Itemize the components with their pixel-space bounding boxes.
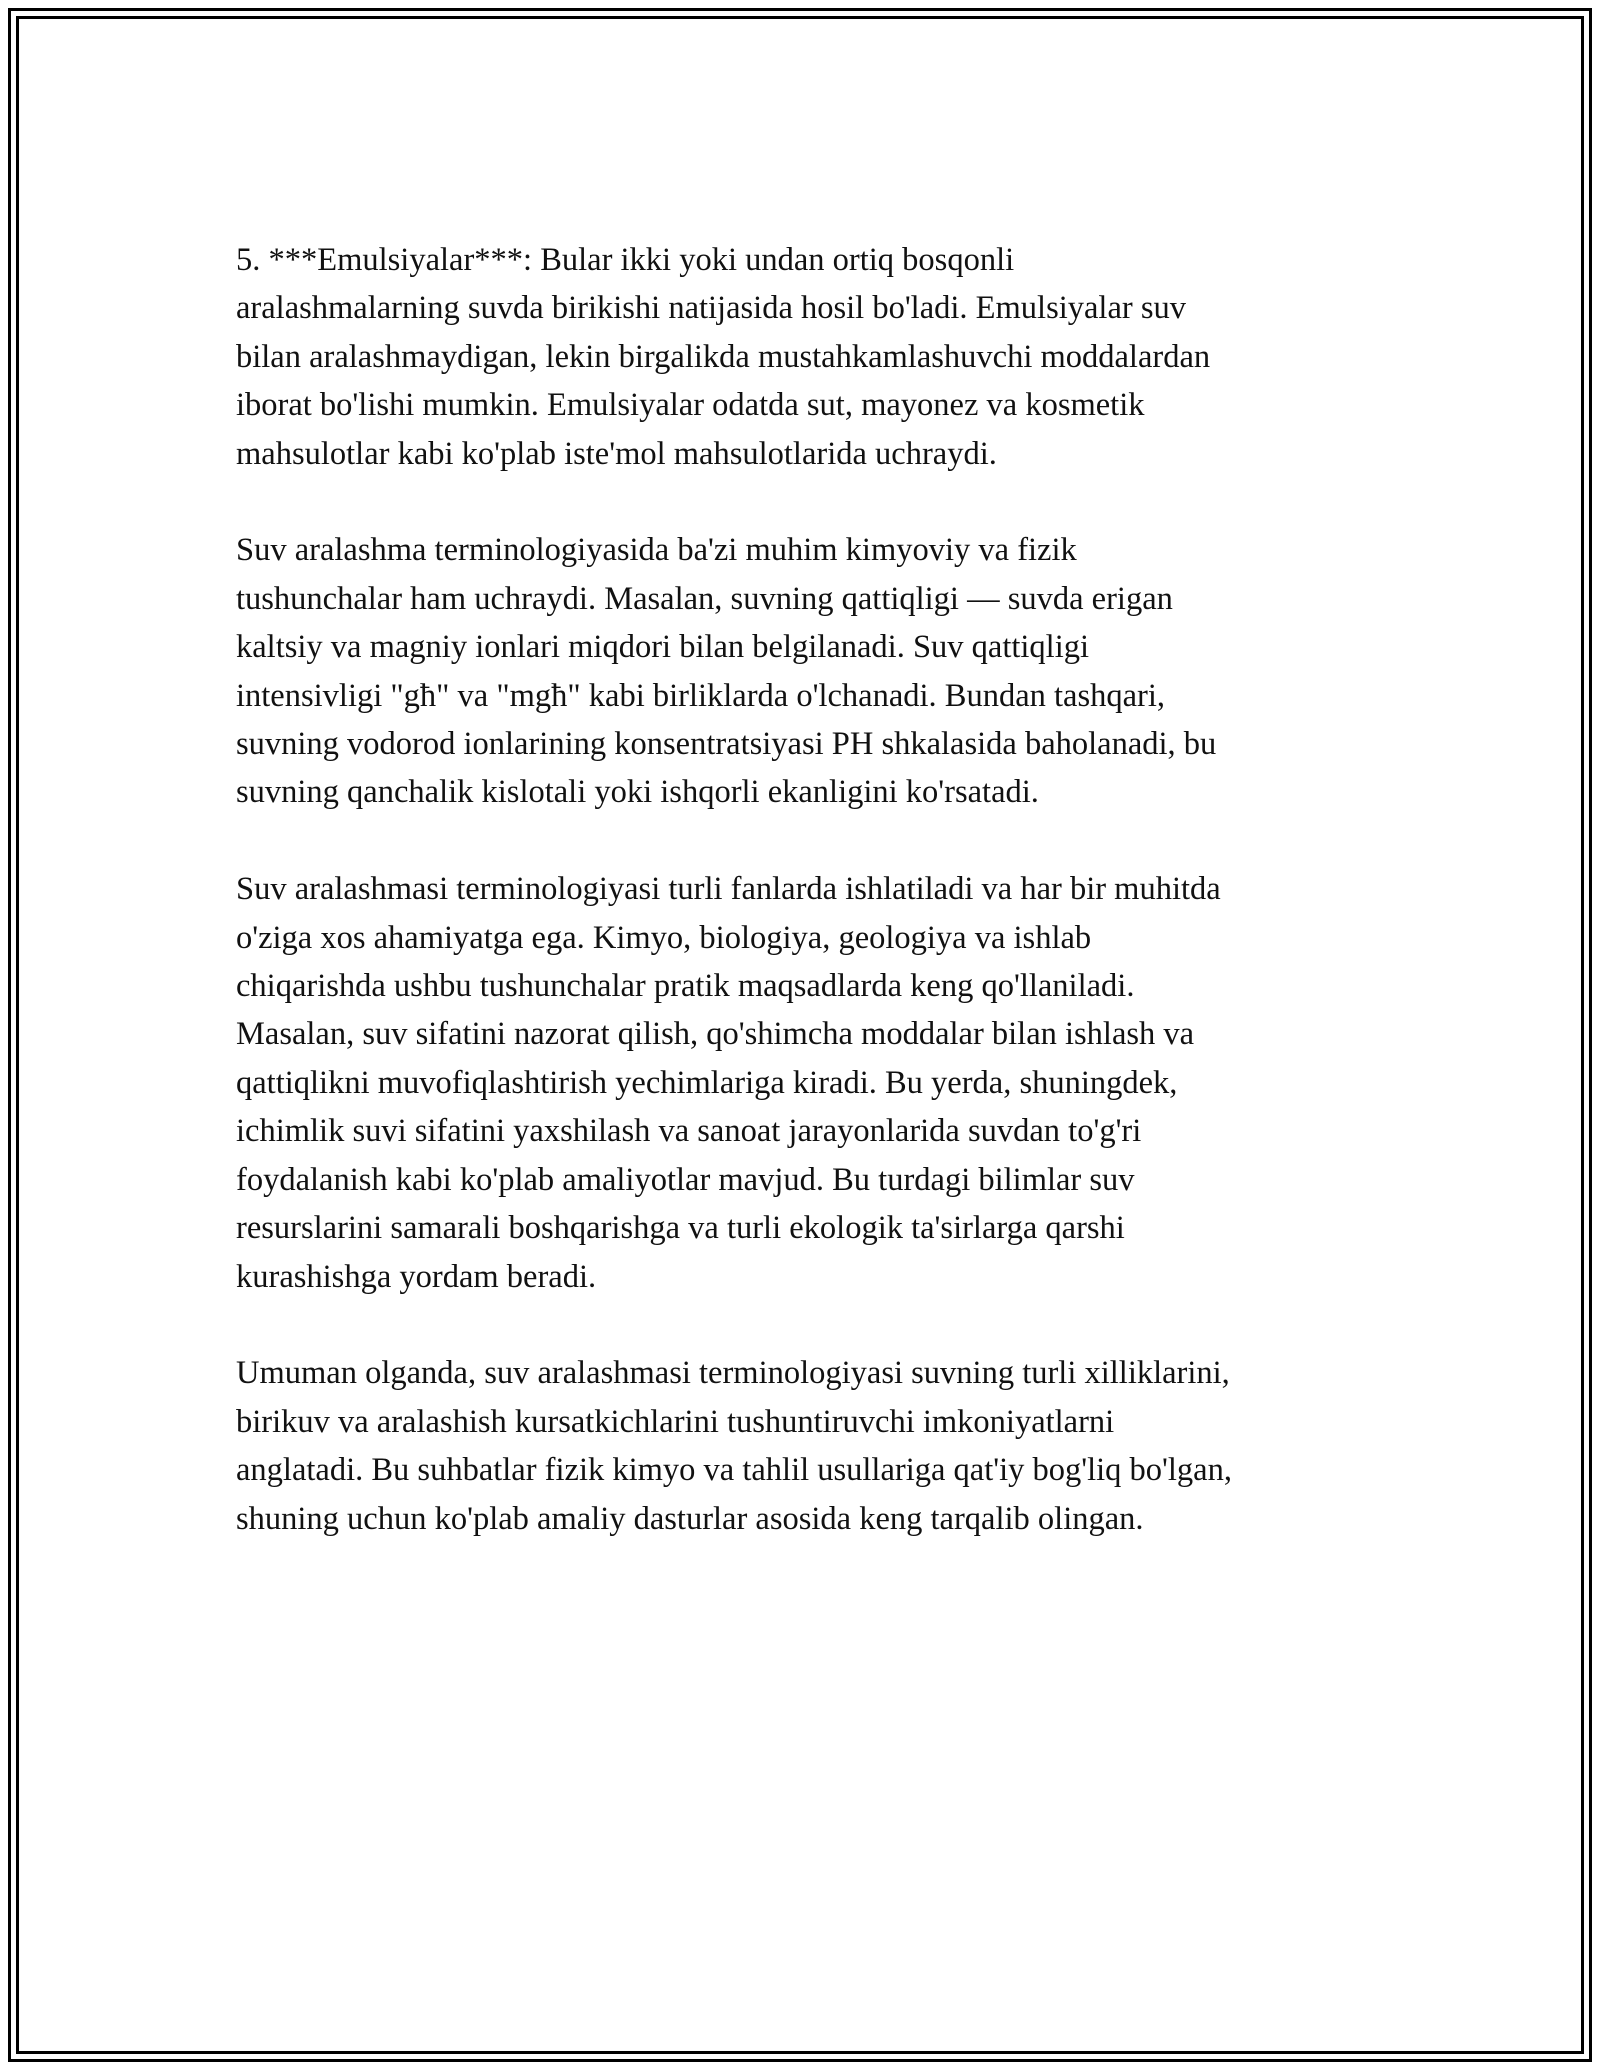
- text-line: qattiqlikni muvofiqlashtirish yechimlariga kiradi. Bu yerda, shuningdek,: [236, 1064, 1178, 1101]
- paragraph-applications: [236, 865, 1366, 1301]
- text-line: Umuman olganda, suv aralashmasi terminologiyasi suvning turli xilliklarini,: [236, 1355, 1230, 1392]
- text-line: Suv aralashma terminologiyasida ba'zi muhim kimyoviy va fizik: [236, 532, 1077, 569]
- text-line: aralashmalarning suvda birikishi natijasida hosil bo'ladi. Emulsiyalar suv: [236, 290, 1186, 327]
- text-line: anglatadi. Bu suhbatlar fizik kimyo va tahlil usullariga qat'iy bog'liq bo'lgan,: [236, 1452, 1232, 1489]
- paragraph-conclusion: [236, 1349, 1366, 1543]
- text-line: ichimlik suvi sifatini yaxshilash va sanoat jarayonlarida suvdan to'g'ri: [236, 1113, 1142, 1150]
- text-line: iborat bo'lishi mumkin. Emulsiyalar odatda sut, mayonez va kosmetik: [236, 387, 1145, 424]
- paragraph-emulsions: [236, 236, 1366, 478]
- paragraph-water-hardness: [236, 526, 1366, 816]
- text-line: shuning uchun ko'plab amaliy dasturlar asosida keng tarqalib olingan.: [236, 1500, 1144, 1537]
- text-line: kurashishga yordam beradi.: [236, 1258, 597, 1295]
- text-line: foydalanish kabi ko'plab amaliyotlar mavjud. Bu turdagi bilimlar suv: [236, 1161, 1135, 1198]
- text-line: suvning qanchalik kislotali yoki ishqorli ekanligini ko'rsatadi.: [236, 774, 1039, 811]
- text-line: kaltsiy va magniy ionlari miqdori bilan belgilanadi. Suv qattiqligi: [236, 629, 1089, 666]
- text-line: intensivligi "għ" va "mgħ" kabi birliklarda o'lchanadi. Bundan tashqari,: [236, 677, 1166, 714]
- text-line: mahsulotlar kabi ko'plab iste'mol mahsulotlarida uchraydi.: [236, 435, 997, 472]
- text-line: tushunchalar ham uchraydi. Masalan, suvning qattiqligi — suvda erigan: [236, 580, 1173, 617]
- text-line: chiqarishda ushbu tushunchalar pratik maqsadlarda keng qo'llaniladi.: [236, 968, 1135, 1005]
- text-line: Masalan, suv sifatini nazorat qilish, qo'shimcha moddalar bilan ishlash va: [236, 1016, 1195, 1053]
- text-line: resurslarini samarali boshqarishga va turli ekologik ta'sirlarga qarshi: [236, 1210, 1125, 1247]
- document-body: [236, 236, 1366, 1543]
- text-line: Suv aralashmasi terminologiyasi turli fanlarda ishlatiladi va har bir muhitda: [236, 871, 1221, 908]
- text-line: suvning vodorod ionlarining konsentratsiyasi PH shkalasida baholanadi, bu: [236, 726, 1217, 763]
- text-line: bilan aralashmaydigan, lekin birgalikda mustahkamlashuvchi moddalardan: [236, 338, 1211, 375]
- text-line: o'ziga xos ahamiyatga ega. Kimyo, biologiya, geologiya va ishlab: [236, 919, 1092, 956]
- text-line: birikuv va aralashish kursatkichlarini tushuntiruvchi imkoniyatlarni: [236, 1403, 1115, 1440]
- text-line: 5. ***Emulsiyalar***: Bular ikki yoki undan ortiq bosqonli: [236, 242, 1015, 278]
